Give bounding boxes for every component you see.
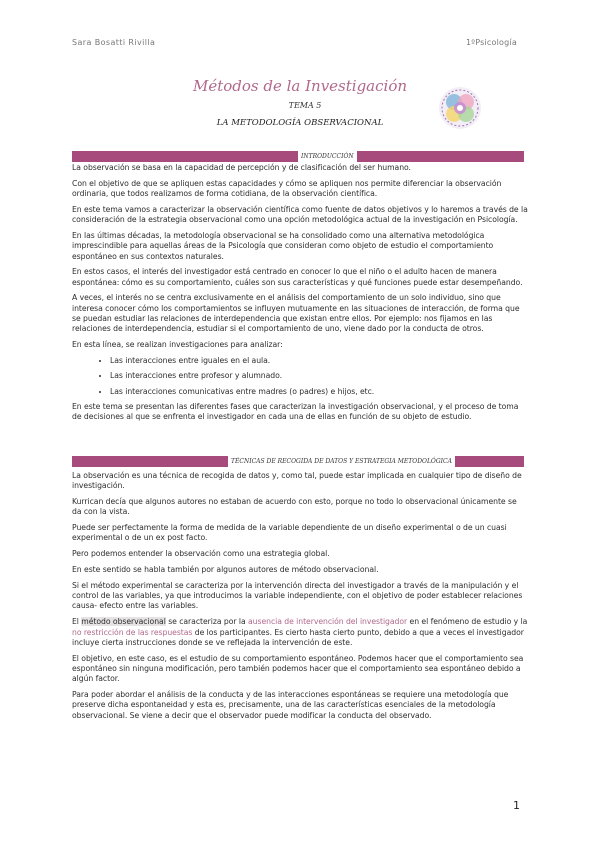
header-author: Sara Bosatti Rivilla	[72, 38, 156, 47]
section-heading-tecnicas: TÉCNICAS DE RECOGIDA DE DATOS Y ESTRATEGIA METODOLÓGICA	[228, 456, 455, 467]
paragraph: Pero podemos entender la observación como una estrategia global.	[72, 549, 330, 559]
highlighted-paragraph	[72, 617, 528, 648]
tema-label: TEMA 5	[288, 101, 322, 110]
paragraph: Si el método experimental se caracteriza por la intervención directa del investigador a través de la manipulación y el control de las variables, ya que introducimos la variable independiente, con el objetivo de poder establecer relaciones causa- efecto entre las variables.	[72, 580, 523, 611]
section-heading-introduccion: INTRODUCCIÓN	[298, 151, 357, 162]
paragraph: En estos casos, el interés del investigador está centrado en conocer lo que el niño o el adulto hacen de manera espontánea: cómo es su comportamiento, cuáles son sus características y qué funciones puede estar desempeñando.	[72, 267, 523, 287]
list-item: • Las interacciones entre profesor y alumnado.	[110, 371, 528, 381]
highlight-ausencia-intervencion: ausencia de intervención del investigador	[248, 617, 408, 627]
highlight-metodo-observacional: método observacional	[81, 617, 166, 627]
paragraph: Con el objetivo de que se apliquen estas capacidades y cómo se apliquen nos permite diferenciar la observación ordinaria, que todos realizamos de forma cotidiana, de la observación científica.	[72, 178, 502, 199]
paragraph: En las últimas décadas, la metodología observacional se ha consolidado como una alternativa metodológica imprescindible para aquellas áreas de la Psicología que consideran como objeto de estudio el comportamiento espontáneo en sus contextos naturales.	[72, 230, 494, 261]
section-introduccion-body	[72, 163, 528, 428]
section-tecnicas-body	[72, 471, 528, 726]
paragraph: A veces, el interés no se centra exclusivamente en el análisis del comportamiento de un solo individuo, sino que interesa conocer cómo los comportamientos se influyen mutuamente en las situaciones de interacción, de forma que se puedan estudiar las relaciones de interdependencia que existan entre ellos. Por ejemplo: nos fijamos en las relaciones de interdependencia, estudiar si el comportamiento de uno, viene dado por la conducta de otros.	[72, 293, 520, 334]
highlight-no-restriccion: no restricción de las respuestas	[72, 627, 193, 637]
paragraph: La observación es una técnica de recogida de datos y, como tal, puede estar implicada en cualquier tipo de diseño de investigación.	[72, 471, 522, 491]
document-title: Métodos de la Investigación	[192, 77, 408, 95]
paragraph: La observación se basa en la capacidad de percepción y de clasificación del ser humano.	[72, 163, 411, 172]
paragraph: Para poder abordar el análisis de la conducta y de las interacciones espontáneas se requiere una metodología que preserve dicha espontaneidad y esta es, precisamente, una de las características esenciales de la metodología observacional. Se viene a decir que el observador puede modificar la conducta del observado.	[72, 690, 509, 720]
paragraph: En este tema se presentan las diferentes fases que caracterizan la investigación observacional, y el proceso de toma de decisiones al que se enfrenta el investigador en cada una de ellas en función de su objeto de estudio.	[72, 401, 519, 422]
paragraph: En esta línea, se realizan investigaciones para analizar:	[72, 340, 283, 350]
document-subtitle: LA METODOLOGÍA OBSERVACIONAL	[216, 118, 384, 128]
paragraph: Puede ser perfectamente la forma de medida de la variable dependiente de un diseño experimental o de un cuasi experimental o de un ex post facto.	[72, 523, 507, 543]
text-run: El	[72, 617, 82, 627]
paragraph: Kurrican decía que algunos autores no estaban de acuerdo con esto, porque no todo lo observacional únicamente se da con la vista.	[72, 497, 517, 517]
text-run: en el fenómeno de estudio y la	[407, 617, 528, 627]
text-run: se caracteriza por la	[165, 617, 249, 627]
section-bar-tecnicas	[72, 456, 524, 467]
section-bar-introduccion	[72, 151, 524, 162]
list-item: • Las interacciones entre iguales en el aula.	[110, 356, 528, 366]
paragraph: En este sentido se habla también por algunos autores de método observacional.	[72, 565, 379, 575]
paragraph: El objetivo, en este caso, es el estudio de su comportamiento espontáneo. Podemos hacer que el comportamiento sea espontáneo sin ninguna modificación, pero también podemos hacer que el comportamiento sea espontáneo debido a algún factor.	[72, 653, 524, 684]
header-course: 1ºPsicología	[466, 38, 517, 47]
list-item: • Las interacciones comunicativas entre madres (o padres) e hijos, etc.	[110, 387, 528, 397]
page-number: 1	[513, 799, 520, 812]
mandala-logo-icon	[437, 85, 483, 131]
paragraph: En este tema vamos a caracterizar la observación científica como fuente de datos objetivos y lo haremos a través de la consideración de la estrategia observacional como una opción metodológica actual de la investigación en Psicología.	[72, 204, 528, 225]
text-run: de los participantes. Es cierto hasta cierto punto, debido a que a veces el investigador incluye cierta instrucciones donde se ve reflejada la intervención de este.	[72, 627, 524, 647]
bullet-list	[72, 356, 528, 397]
